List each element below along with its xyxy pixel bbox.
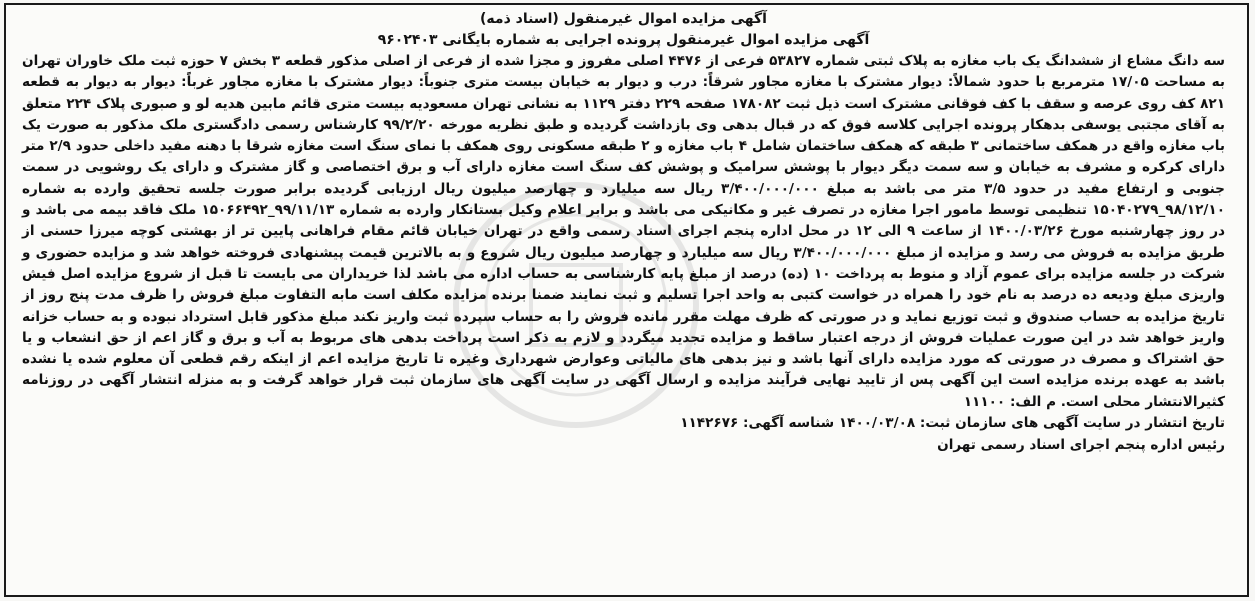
publish-info: تاریخ انتشار در سایت آگهی های سازمان ثبت: ۱۴۰۰/۰۳/۰۸ شناسه آگهی: ۱۱۴۲۶۷۶	[680, 415, 1225, 432]
notice-heading-main: آگهی مزایده اموال غیرمنقول (اسناد ذمه)	[480, 11, 767, 27]
notice-content	[22, 9, 1225, 456]
signature: رئیس اداره پنجم اجرای اسناد رسمی تهران	[937, 436, 1225, 453]
notice-heading-sub: آگهی مزایده اموال غیرمنقول پرونده اجرایی به شماره بایگانی ۹۶۰۲۴۰۳	[377, 32, 870, 48]
notice-frame	[4, 3, 1249, 597]
notice-body: سه دانگ مشاع از ششدانگ یک باب مغازه به پلاک ثبتی شماره ۵۳۸۲۷ فرعی از ۴۴۷۶ اصلی مفروز و مجزا شده از فرعی از اصلی مذکور قطعه ۳ بخش ۷ حوزه ثبت ملک خاوران تهران به مساحت ۱۷/۰۵ مترمربع با حدود شمالاً: دیوار مشترک با مغازه مجاور شرقاً: درب و دیوار به خیابان بیست متری جنوباً: دیوار مشترک با مغازه مجاور غرباً: دیوار به دیوار به قطعه ۸۲۱ کف روی عرصه و سقف با کف فوقانی مشترک است ذیل ثبت ۱۷۸۰۸۲ صفحه ۲۲۹ دفتر ۱۱۲۹ به نشانی تهران مسعودیه بیست متری قائم مابین هدیه لو و صبوری پلاک ۲۲۴ متعلق به آقای مجتبی یوسفی بدهکار پرونده اجرایی کلاسه فوق که در قبال بدهی وی بازداشت گردیده و طبق نظریه مورخه ۹۹/۲/۲۰ کارشناس رسمی دادگستری ملک مذکور به صورت یک باب مغازه واقع در همکف ساختمانی ۳ طبقه که همکف ساختمان شامل ۴ باب مغازه و ۲ طبقه مسکونی روی همکف با نمای سنگ است مغازه شرقا با دهنه مفید داخلی حدود ۲/۹ متر دارای کرکره و مشرف به خیابان و سه سمت دیگر دیوار با پوشش سرامیک و پوشش کف سنگ است مغازه دارای آب و برق اختصاصی و گاز مشترک و دارای یک روشویی در سمت جنوبی و ارتفاع مفید در حدود ۳/۵ متر می باشد به مبلغ ۳/۴۰۰/۰۰۰/۰۰۰ ریال سه میلیارد و چهارصد میلیون ریال ارزیابی گردیده برابر صورت جلسه تحقیق وارده به شماره ۹۸/۱۲/۱۰_۱۵۰۴۰۲۷۹ تنظیمی توسط مامور اجرا مغازه در تصرف غیر و مکانیکی می باشد و برابر اعلام وکیل بستانکار وارده به شماره ۹۹/۱۱/۱۳_۱۵۰۶۶۴۹۲ ملک فاقد بیمه می باشد و در روز چهارشنبه مورخ ۱۴۰۰/۰۳/۲۶ از ساعت ۹ الی ۱۲ در محل اداره پنجم اجرای اسناد رسمی واقع در تهران خیابان قائم مقام فراهانی پایین تر از بهشتی کوچه میرزا حسنی از طریق مزایده به فروش می رسد و مزایده از مبلغ ۳/۴۰۰/۰۰۰/۰۰۰ ریال سه میلیارد و چهارصد میلیون ریال شروع و به بالاترین قیمت پیشنهادی فروخته خواهد شد و مزایده حضوری و شرکت در جلسه مزایده برای عموم آزاد و منوط به پرداخت ۱۰ (ده) درصد از مبلغ پایه کارشناسی به حساب اداره می باشد لذا خریداران می بایست تا قبل از شروع مزایده اصل فیش واریزی مبلغ ودیعه ده درصد به نام خود را همراه در خواست کتبی به واحد اجرا تسلیم و ثبت نمایند ضمنا برنده مزایده مکلف است مابه التفاوت مبلغ فروش را ظرف مدت پنج روز از تاریخ مزایده به حساب صندوق و ثبت توزیع نماید و در صورتی که ظرف مهلت مقرر مانده فروش را به حساب سپرده ثبت واریز نکند مبلغ مذکور قابل استرداد نبوده و به حساب خزانه واریز خواهد شد در این صورت عملیات فروش از درجه اعتبار ساقط و مزایده تجدید میگردد و لازم به ذکر است پرداخت بدهی های مربوط به آب و برق و گاز اعم از حق انشعاب و یا حق اشتراک و مصرف در صورتی که مورد مزایده دارای آنها باشد و نیز بدهی های مالیاتی وعوارض شهرداری وغیره تا تاریخ مزایده اعم از اینکه رقم قطعی آن معلوم شده یا نشده باشد به عهده برنده مزایده است این آگهی پس از تایید نهایی فرآیند مزایده و ارسال آگهی در سایت آگهی های سازمان ثبت قرار خواهد گرفت و به منزله انتشار آگهی در روزنامه کثیرالانتشار محلی است. م الف: ۱۱۱۰۰	[22, 53, 1226, 410]
